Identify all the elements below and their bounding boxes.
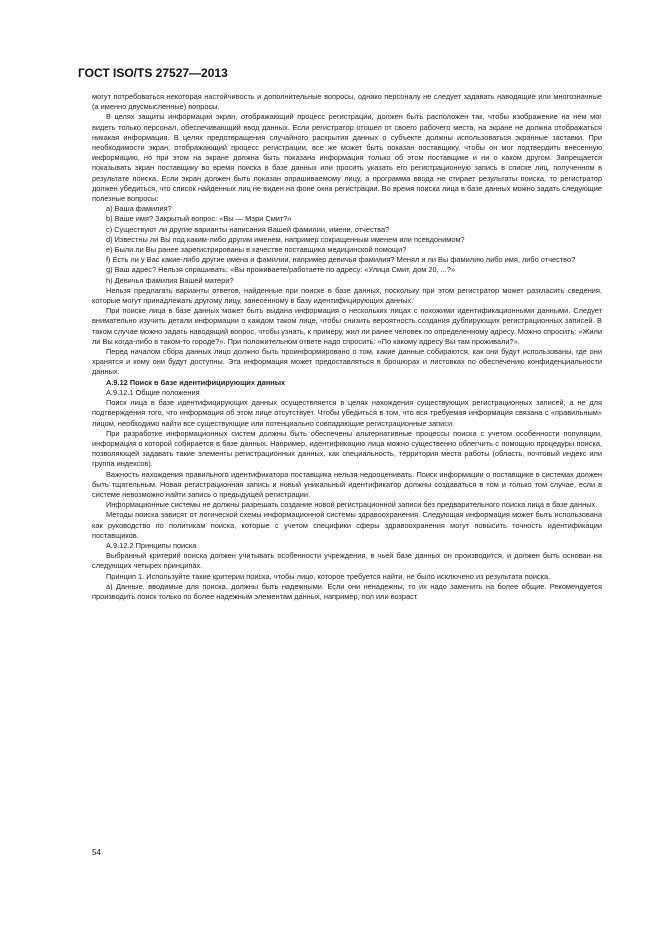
- paragraph: При разработке информационных систем должны быть обеспечены альтернативные процессы поиска с учетом особенности популяции, информация о которой собирается в базе данных. Например, идентификацию лица можно существенно облегчить с помощью процедуры поиска, позволяющей задавать такие элементы регистрационных данных, как специальность, территория места работы (область, почтовый индекс или группа индексов).: [92, 428, 602, 469]
- list-item: c) Существуют ли другие варианты написания Вашей фамилии, имени, отчества?: [106, 224, 390, 234]
- subsection-heading: А.9.12.2 Принципы поиска: [106, 540, 197, 550]
- paragraph: Поиск лица в базе идентифицирующих данных осуществляется в целях нахождения существующих регистрационных записей, а не для подтверждения того, что информация об этом лице отсутствует. Чтобы убедиться в том, что вся требуемая информация связана с «правильным» лицом, необходимо найти все существующие или потенциально совпадающие регистрационные записи.: [92, 398, 602, 428]
- paragraph: Методы поиска зависят от логической схемы информационной системы здравоохранения. Следующая информация может быть использована как руководство по политикам поиска, которые с учетом специфики сферы здравоохранения могут повысить точность идентификации поставщиков.: [92, 510, 602, 540]
- subsection-heading: А.9.12.1 Общие положения: [106, 387, 200, 397]
- paragraph: Выбранный критерий поиска должен учитывать особенности учреждения, в чьей базе данных он производится, и должен быть основан на следующих четырех принципах.: [92, 551, 602, 571]
- page-number: 54: [92, 848, 101, 857]
- paragraph: Нельзя предлагать варианты ответов, найденные при поиске в базе данных, поскольку при этом регистратор может разгласить сведения, которые могут принадлежать другому лицу, занесенному в базу идентифицирующих данных.: [92, 285, 602, 306]
- list-item: g) Ваш адрес? Нельзя спрашивать: «Вы проживаете/работаете по адресу: «Улица Смит, дом 20, ...?»: [106, 265, 456, 275]
- list-item: d) Известны ли Вы под каким-либо другим именем, например сокращенным именем или псевдонимом?: [106, 234, 465, 244]
- document-body: [92, 92, 602, 602]
- document-header: ГОСТ ISO/TS 27527—2013: [78, 66, 228, 80]
- paragraph: Принцип 1. Используйте такие критерии поиска, чтобы лицо, которое требуется найти, не было исключено из результата поиска.: [106, 571, 551, 581]
- paragraph: При поиске лица в базе данных может быть выдана информация о нескольких лицах с похожими идентификационными данными. Следует внимательно изучить детали информации о каждом таком лице, чтобы снизить вероятность создания дублирующих регистрационных записей. В таком случае можно задать наводящий вопрос, чтобы узнать, к примеру, жил ли ранее человек по определенному адресу. Можно спросить: «Жили ли Вы когда-либо в таком-то городе?». При положительном ответе надо спросить: «По какому адресу Вы там проживали?».: [92, 306, 602, 346]
- list-item: h) Девичья фамилия Вашей матери?: [106, 275, 234, 285]
- paragraph: Информационные системы не должны разрешать создание новой регистрационной записи без предварительного поиска лица в базе данных.: [106, 500, 598, 510]
- paragraph: могут потребоваться некоторая настойчивость и дополнительные вопросы, однако персоналу не следует задавать наводящие или многозначные (а именно двусмысленные) вопросы.: [92, 92, 602, 112]
- paragraph: Перед началом сбора данных лицо должно быть проинформировано о том, какие данные собираются, как они будут использованы, где они хранятся и кому они будут доступны. Эта информация может предоставляться в брошюрах и листовках по обеспечению конфиденциальности данных.: [92, 347, 602, 377]
- list-item: e) Были ли Вы ранее зарегистрированы в качестве поставщика медицинской помощи?: [106, 245, 407, 255]
- paragraph: В целях защиты информации экран, отображающий процесс регистрации, должен быть расположен так, чтобы изображение на нем мог видеть только персонал, обеспечивающий ввод данных. Если регистратор отошел от своего рабочего места, на экране не должна отображаться никакая информация. В целях предотвращения случайного раскрытия данных о субъекте должны использоваться экранные заставки. При необходимости экран, отображающий процесс регистрации, все же может быть показан поставщику, чтобы он мог подтвердить внесенную информацию, но при этом на экране должна быть показана информация только об этом поставщике и ни о каком другом. Запрещается показывать экран поставщику во время поиска в базе данных или просить указать его регистрационную запись в списке лиц, полученном в результате поиска. Если экран должен быть показан опрашиваемому лицу, а программа ввода не стирает результаты поиска, то регистратор должен убедиться, что список найденных лиц не виден на фоне окна регистрации. Во время поиска лица в базе данных можно задать следующие полезные вопросы:: [92, 112, 602, 204]
- paragraph: Важность нахождения правильного идентификатора поставщика нельзя недооценивать. Поиск информации о поставщике в системах должен быть тщательным. Новая регистрационная запись и новый уникальный идентификатор должны создаваться в том и только том случае, если в системе невозможно найти запись о предыдущей регистрации.: [92, 469, 602, 499]
- list-item: b) Ваше имя? Закрытый вопрос: «Вы — Мэри Смит?»: [106, 214, 292, 224]
- list-item: а) Ваша фамилия?: [106, 204, 172, 214]
- section-heading: А.9.12 Поиск в базе идентифицирующих данных: [106, 377, 286, 387]
- paragraph: а) Данные, вводимые для поиска, должны быть надежными. Если они ненадежны, то их надо заменить на более общие. Рекомендуется производить поиск только по более надежным элементам данных, например, пол или возраст.: [92, 581, 602, 601]
- list-item: f) Есть ли у Вас какие-либо другие имена и фамилии, например девичья фамилия? Менял и ли Вы фамилию либо имя, либо отчество?: [106, 255, 576, 265]
